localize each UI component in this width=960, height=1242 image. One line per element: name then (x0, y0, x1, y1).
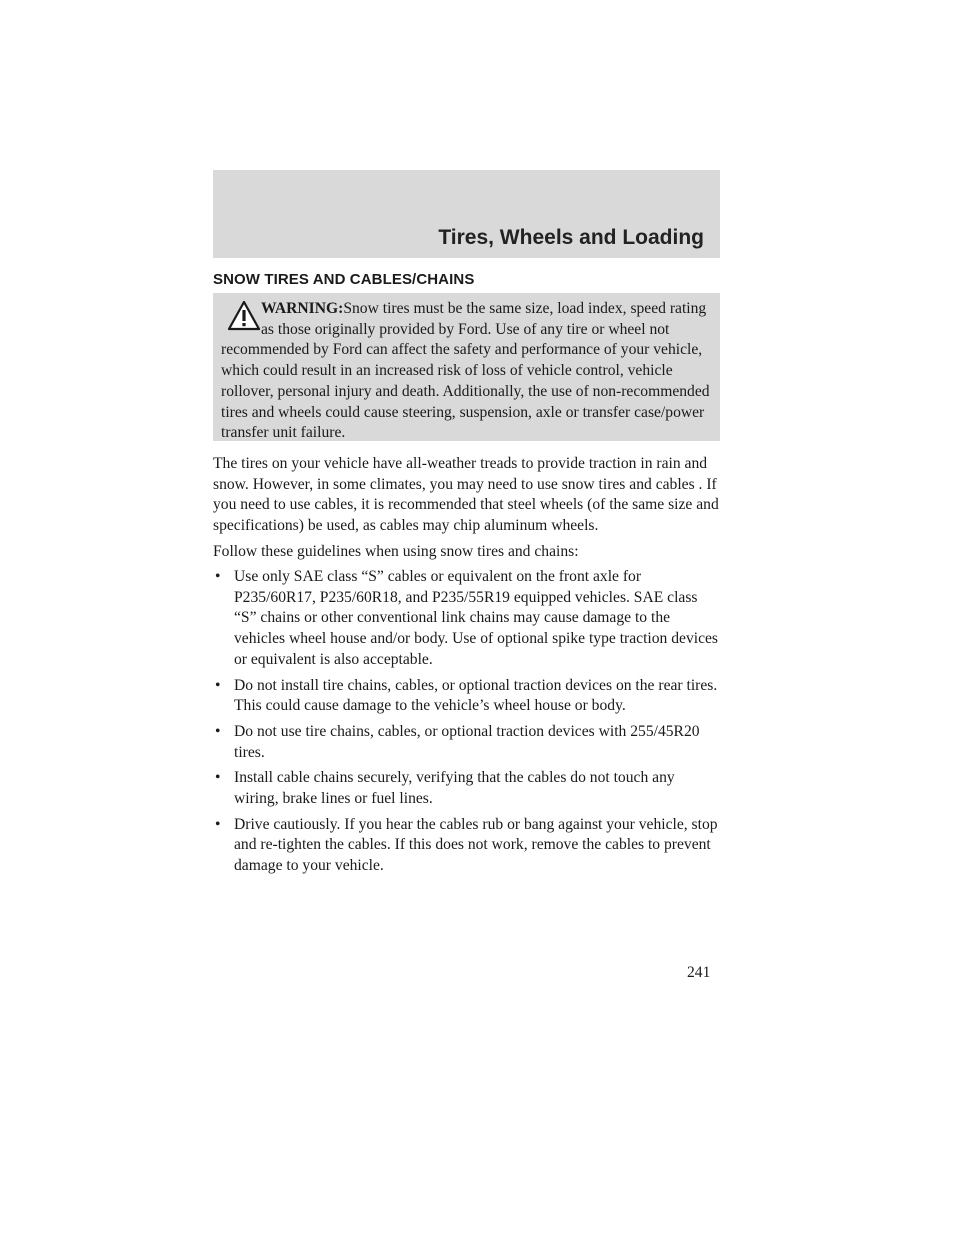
section-heading: SNOW TIRES AND CABLES/CHAINS (213, 271, 475, 288)
bullet-glyph: • (215, 676, 221, 694)
section-title: Tires, Wheels and Loading (438, 226, 704, 249)
guidelines-list (213, 567, 723, 882)
section-header-band (213, 170, 720, 258)
list-item (213, 815, 723, 877)
list-item-text: Drive cautiously. If you hear the cables rub or bang against your vehicle, stop and re-tighten the cables. If this does not work, remove the cables to prevent damage to your vehicle. (234, 815, 718, 875)
warning-text (221, 299, 714, 444)
list-item (213, 567, 723, 671)
bullet-glyph: • (215, 568, 221, 585)
intro-paragraph: The tires on your vehicle have all-weather treads to provide traction in rain and snow. However, in some climates, you may need to use snow tires and cables . If you need to use cables, it is recommended that steel wheels (of the same size and specifications) be used, as cables may chip aluminum wheels. (213, 455, 719, 535)
warning-box (213, 293, 720, 441)
list-item-text: Use only SAE class “S” cables or equivalent on the front axle for P235/60R17, P235/60R18, and P235/55R19 equipped vehicles. SAE class “S” chains or other conventional link chains may cause damage to the vehicles wheel house and/or body. Use of optional spike type traction devices or equivalent is also acceptable. (234, 568, 718, 668)
list-item (213, 676, 723, 717)
bullet-glyph: • (215, 815, 221, 833)
warning-label: WARNING: (261, 300, 344, 317)
bullet-glyph: • (215, 769, 221, 787)
list-item-text: Install cable chains securely, verifying that the cables do not touch any wiring, brake lines or fuel lines. (234, 769, 675, 808)
page-number: 241 (687, 964, 711, 981)
guidelines-intro: Follow these guidelines when using snow tires and chains: (213, 543, 579, 560)
list-item (213, 768, 723, 809)
list-item-text: Do not install tire chains, cables, or optional traction devices on the rear tires. This could cause damage to the vehicle’s wheel house or body. (234, 676, 718, 715)
warning-body: Snow tires must be the same size, load index, speed rating as those originally provided by Ford. Use of any tire or wheel not recommended by Ford can affect the safety and performance of your vehicle, which could result in an increased risk of loss of vehicle control, vehicle rollover, personal injury and death. Additionally, the use of non-recommended tires and wheels could cause steering, suspension, axle or transfer case/power transfer unit failure. (221, 300, 710, 442)
bullet-glyph: • (215, 722, 221, 740)
list-item-text: Do not use tire chains, cables, or optional traction devices with 255/45R20 tires. (234, 722, 700, 761)
list-item (213, 722, 723, 763)
